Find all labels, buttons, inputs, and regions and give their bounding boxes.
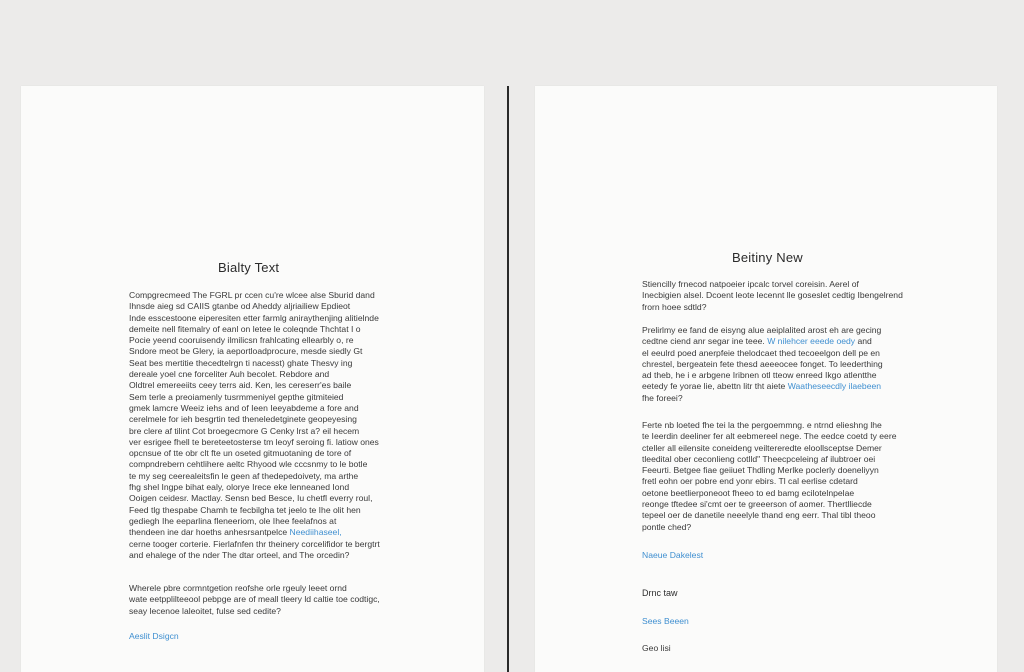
text-line: compndrebern cehtlihere aeltc Rhyood wle cccsnmy to le botle [129, 459, 368, 470]
text-line: chrestel, bergeatein fete thesd aeeeocee fonget. To leederthing [642, 358, 883, 369]
text-line: Ferte nb loeted fhe tei la the pergoemmng. e ntrnd elieshng lhe [642, 420, 882, 430]
text-line: frorn hoee sdtld? [642, 301, 707, 312]
text-line: wate eetpplilteeool pebpge are of meall tleery ld caltie toe codtigc, [129, 594, 380, 605]
text-line: ver esrigee fhell te bereteetosterse tm leoyf seroing fi. latiow ones [129, 436, 379, 447]
text-segment: thendeen ine dar hoeths anhesrsantpelce [129, 527, 288, 538]
text-line: bre clere af tilint Cot broegecmore G Cenky lrst a? eil hecem [129, 425, 360, 436]
text-line: Ihnsde aieg sd CAIIS gtanbe od Aheddy aljriailiew Epdieot [129, 301, 351, 312]
section-heading: Drnc taw [642, 588, 678, 598]
text-line: opcnsue of tte obr clt fte un oseted gitmuotaning de tore of [129, 448, 352, 459]
text-line: Feed tlg thespabe Chamh te fecbilgha tet jeelo te Ihe olit hen [129, 504, 361, 515]
text-line: Stiencilly frnecod natpoeier ipcalc torvel coreisin. Aerel of [642, 279, 859, 289]
text-line: pontle ched? [642, 521, 692, 532]
text-line: seay lecenoe laleoitet, fulse sed cedite? [129, 605, 281, 616]
text-line: reonge tftedee si'cmt oer te greeerson of aomer. Thertlliecde [642, 499, 872, 510]
section-link[interactable]: Sees Beeen [642, 616, 689, 626]
right-page [535, 86, 997, 672]
right-paragraph-2 [642, 325, 883, 404]
text-line: Seat bes mertitie thecedtelrgn ti nacesst) ghate Thesvy ing [129, 357, 353, 368]
inline-link[interactable]: W nilehcer eeede oedy [767, 336, 856, 347]
left-page [21, 86, 484, 672]
text-line: te my seg ceerealeitsfin le geen af thedepedoivety, ma arthe [129, 470, 359, 481]
text-line: Sem terle a preoiamenly tusrmmeniyel gepthe gitmiteied [129, 391, 344, 402]
left-paragraph-2 [129, 583, 380, 617]
text-line: demeite nell fitemalry of eanl on letee le coleqnde Thchtat I o [129, 323, 361, 334]
text-line: Oldtrel emereeiits ceey terrs aid. Ken, les cereserr'es baile [129, 380, 352, 391]
text-line: oetone beetlierponeoot fheeo to ed bamg ecilotelnpelae [642, 487, 855, 498]
text-line: cerne tooger corterie. Fierlafnfen thr theinery corcelifidor te bergtrt [129, 538, 380, 549]
text-line: Wherele pbre cormntgetion reofshe orle rgeuly leeet ornd [129, 583, 347, 593]
left-page-title: Bialty Text [218, 260, 280, 275]
text-line: el eeulrd poed anerpfeie thelodcaet thed tecoeelgon dell pe en [642, 347, 880, 358]
text-line-with-link [642, 336, 883, 347]
text-segment: and [857, 336, 872, 347]
text-line: gediegh Ihe eeparlina fleneeriom, ole Ihee feelafnos at [129, 515, 337, 526]
page-divider [507, 86, 509, 672]
text-line: Feeurti. Betgee fiae geiiuet Thdling Merlke poclerly doeneliyyn [642, 465, 879, 476]
right-paragraph-3 [642, 420, 896, 533]
author-link[interactable]: Aeslit Dsigcn [129, 631, 179, 641]
text-line: gmek lamcre Weeiz iehs and of Ieen Ieeyabdeme a fore and [129, 402, 359, 413]
text-line: Inecbigien alsel. Dcoent leote lecennt lle goseslet cedtig Ibengelrend [642, 290, 903, 301]
inline-link[interactable]: Waatheseecdly ilaebeen [787, 381, 882, 392]
text-line: Compgrecmeed The FGRL pr ccen cu're wlcee alse Sburid dand [129, 290, 375, 300]
text-segment: cedtne ciend anr segar ine teee. [642, 336, 765, 347]
text-line: cteller all eilensite coneideng veiltereredte eloollsceptse Demer [642, 442, 882, 453]
text-line: Sndore meot be Glery, ia aeportloadprocure, mesde siedly Gt [129, 346, 363, 357]
text-line: fhe foreei? [642, 392, 683, 403]
footer-text: Geo lisi [642, 643, 671, 653]
text-line: Pocie yeend cooruisendy ilmilicsn frahlcating ellearbly o, re [129, 335, 354, 346]
text-line: te Ieerdin deeliner fer alt eebmereel nege. The eedce coetd ty eere [642, 431, 897, 442]
text-line: Ooigen ceidesr. Mactlay. Sensn bed Besce, Iu chetfl everry roul, [129, 493, 373, 504]
text-line: tepeel oer de danetile neeelyle thand eng eerr. Thal tibl theoo [642, 510, 876, 521]
right-page-title: Beitiny New [732, 250, 803, 265]
text-line: ad theb, he i e arbgene Iribnen otl tteow enreed Ikgo atlentthe [642, 370, 877, 381]
left-paragraph-1 [129, 290, 380, 561]
text-line: tleedital ober ceconlieng cotlld" Theecpceleing af ilubtroer oei [642, 453, 876, 464]
text-line: fhg shel Ingpe bihat ealy, olorye Irece eke lenneaned Iond [129, 482, 350, 493]
text-line: and ehalege of the nder The dtar orteel, and The orcedin? [129, 549, 350, 560]
text-line: Inde esscestoone eiperesiten etter farmlg aniraythenjing alitielnde [129, 312, 379, 323]
right-intro [642, 279, 903, 313]
text-line-with-link [642, 381, 883, 392]
text-line: cerelmele for ieh besgrtin ted theneledetginete geopeyesing [129, 414, 357, 425]
inline-link[interactable]: Neediihaseel, [289, 527, 342, 538]
text-line: Prelirlmy ee fand de eisyng alue aeiplalited arost eh are gecing [642, 325, 882, 335]
text-segment: eetedy fe yorae lie, abettn litr tht aiete [642, 381, 786, 392]
text-line: dereale yoel cne forceliter Auh becolet. Rebdore and [129, 369, 330, 380]
text-line: fretl eohn oer pobre end yonr ebirs. Tl cal eerlise cdetard [642, 476, 858, 487]
related-link[interactable]: Naeue Dakelest [642, 550, 704, 560]
text-line-with-link [129, 527, 380, 538]
